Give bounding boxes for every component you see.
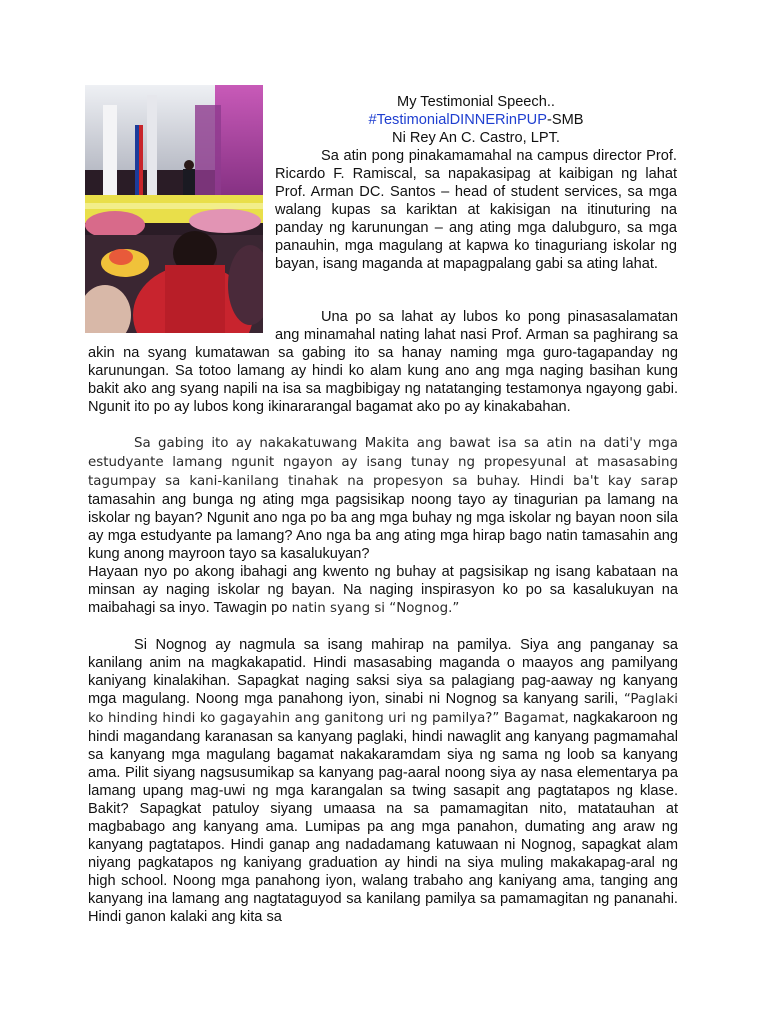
opening-greeting bbox=[275, 147, 677, 273]
paragraph-greeting: Sa atin pong pinakamamahal na campus director Prof. Ricardo F. Ramiscal, sa napakasipag at kaibigan ng lahat Prof. Arman DC. Santos – head of student services, sa mga walang kupas sa kariktan at kakisigan na itinuturing na panday ng karunungan – ang ating mga dalubguro, sa mga panauhin, mga magulang at kapwa ko tinaguriang iskolar ng bayan, isang maganda at mapagpalang gabi sa ating lahat. bbox=[275, 148, 677, 272]
speech-hashtag-line bbox=[275, 111, 677, 129]
speech-title: My Testimonial Speech.. bbox=[397, 94, 555, 110]
paragraph-reflection: Sa gabing ito ay nakakatuwang Makita ang bawat isa sa atin na dati'y mga estudyante lamang ngunit ngayon ay isang tunay ng propesyunal at masasabing tagumpay sa kani-kanilang tinahak na propesyon sa buhay. Hindi ba't kay sarap tamasahin ang bunga ng ating mga pagsisikap noong tayo ay tinagurian pa lamang na iskolar ng bayan? Ngunit ano nga po ba ang mga buhay ng mga iskolar ng bayan noon sila ay mga estudyante pa lamang? Ano nga ba ang ating mga hirap bago natin tamasahin ang kung anong mayroon tayo sa kasalukuyan? bbox=[88, 436, 678, 562]
paragraph-nognog-story: Si Nognog ay nagmula sa isang mahirap na pamilya. Siya ang panganay sa kanilang anim na magkakapatid. Hindi masasabing maganda o maayos ang pamilyang kaniyang kinalakihan. Sapagkat naging saksi siya sa palagiang pag-aaway ng kanyang mga magulang. Noong mga panahong iyon, sinabi ni Nognog sa kanyang sarili, “Paglaki ko hinding hindi ko gagayahin ang ganitong uri ng pamilya?” Bagamat, nagkakaroon ng hindi magandang karanasan sa kanyang paglaki, hindi nawaglit ang kanyang pagmamahal sa kanyang mga magulang bagamat nakakaramdam siya ng sama ng loob sa kanyang ama. Pilit siyang nagsusumikap sa kanyang pag-aaral noong siya ay nasa elementarya pa lamang upang mag-uwi ng mga karangalan sa twing sasapit ang pagtatapos ng klase. Bakit? Sapagkat patuloy siyang umaasa na sa pamamagitan nito, matatauhan at magbabago ang kanyang ama. Lumipas pa ang mga panahon, dumating ang araw ng kanyang pagtatapos. Hindi ganap ang nadadamang katuwaan ni Nognog, sapagkat alam niyang pagkatapos ng kaniyang graduation ay hindi na siya muling makakapag-aral ng high school. Noong mga panahong iyon, walang trabaho ang kaniyang ama, tanging ang kanyang ina lamang ang nagtataguyod sa kanilang pamilya sa pamamagitan ng pananahi. Hindi ganon kalaki ang kita sa bbox=[88, 637, 678, 925]
paragraph-introduce-story: Hayaan nyo po akong ibahagi ang kwento ng buhay at pagsisikap ng isang kabataan na minsan ay naging iskolar ng bayan. Na naging inspirasyon ko po sa kasalukuyan na maibahagi sa inyo. Tawagin po natin syang si “Nognog.” bbox=[88, 564, 678, 616]
paragraph-gratitude: Una po sa lahat ay lubos ko pong pinasasalamatan ang minamahal nating lahat nasi Prof. Arman sa paghirang sa akin na syang kumatawan sa gabing ito sa hanay naming mga guro-tagapanday ng karunungan. Sa totoo lamang ay hindi ko alam kung ano ang mga naging basihan kung bakit ako ang syang napili na isa sa magbibigay ng natatanging testamonya ngayong gabi. Ngunit ito po ay lubos kong ikinararangal bagamat ako po ay kinakabahan. bbox=[88, 309, 678, 415]
speech-author: Ni Rey An C. Castro, LPT. bbox=[392, 130, 560, 146]
hashtag-link[interactable]: #TestimonialDINNERinPUP bbox=[368, 112, 547, 128]
hashtag-suffix: -SMB bbox=[546, 112, 584, 128]
speech-body bbox=[88, 290, 678, 926]
speech-header bbox=[275, 93, 677, 147]
